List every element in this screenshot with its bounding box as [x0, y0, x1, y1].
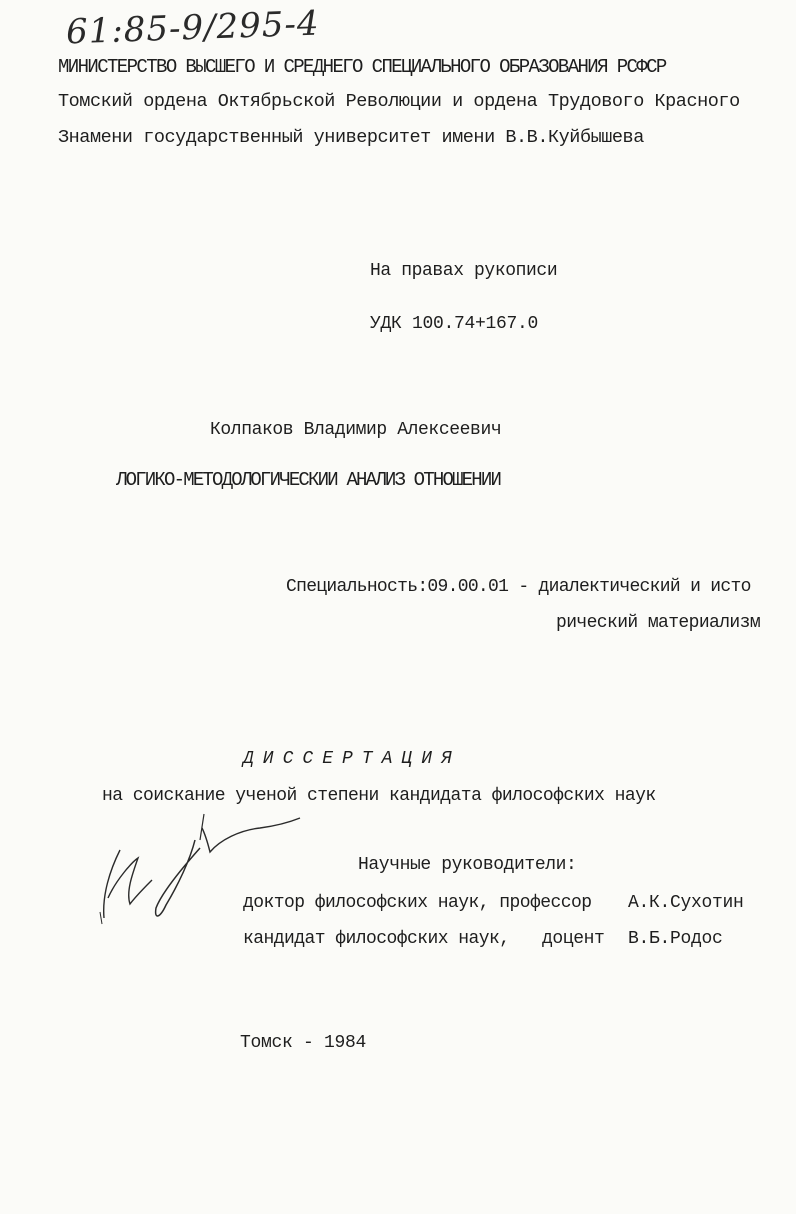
supervisor-2-rank: кандидат философских наук,: [243, 929, 510, 949]
specialty-line-2: рический материализм: [556, 613, 761, 633]
supervisor-2-position: доцент: [542, 929, 605, 949]
ministry-heading: МИНИСТЕРСТВО ВЫСШЕГО И СРЕДНЕГО СПЕЦИАЛЬНОГО ОБРАЗОВАНИЯ РСФСР: [58, 56, 666, 78]
university-line-2: Знамени государственный университет имени В.В.Куйбышева: [58, 127, 644, 148]
supervisor-1-name: А.К.Сухотин: [628, 893, 744, 913]
dissertation-title: ЛОГИКО-МЕТОДОЛОГИЧЕСКИИ АНАЛИЗ ОТНОШЕНИИ: [116, 469, 501, 491]
supervisor-1-rank: доктор философских наук, профессор: [243, 893, 592, 913]
supervisor-2-name: В.Б.Родос: [628, 929, 723, 949]
supervisors-heading: Научные руководители:: [358, 855, 577, 875]
udk-code: УДК 100.74+167.0: [370, 314, 539, 334]
manuscript-note: На правах рукописи: [370, 261, 558, 281]
place-and-year: Томск - 1984: [240, 1033, 367, 1053]
author-name: Колпаков Владимир Алексеевич: [210, 420, 502, 440]
degree-purpose: на соискание ученой степени кандидата философских наук: [102, 786, 656, 806]
university-line-1: Томский ордена Октябрьской Революции и ордена Трудового Красного: [58, 91, 740, 112]
specialty-line-1: Специальность:09.00.01 - диалектический и исто: [286, 577, 751, 597]
archive-code: 61:85-9/295-4: [65, 3, 321, 53]
document-type: ДИССЕРТАЦИЯ: [243, 749, 461, 769]
